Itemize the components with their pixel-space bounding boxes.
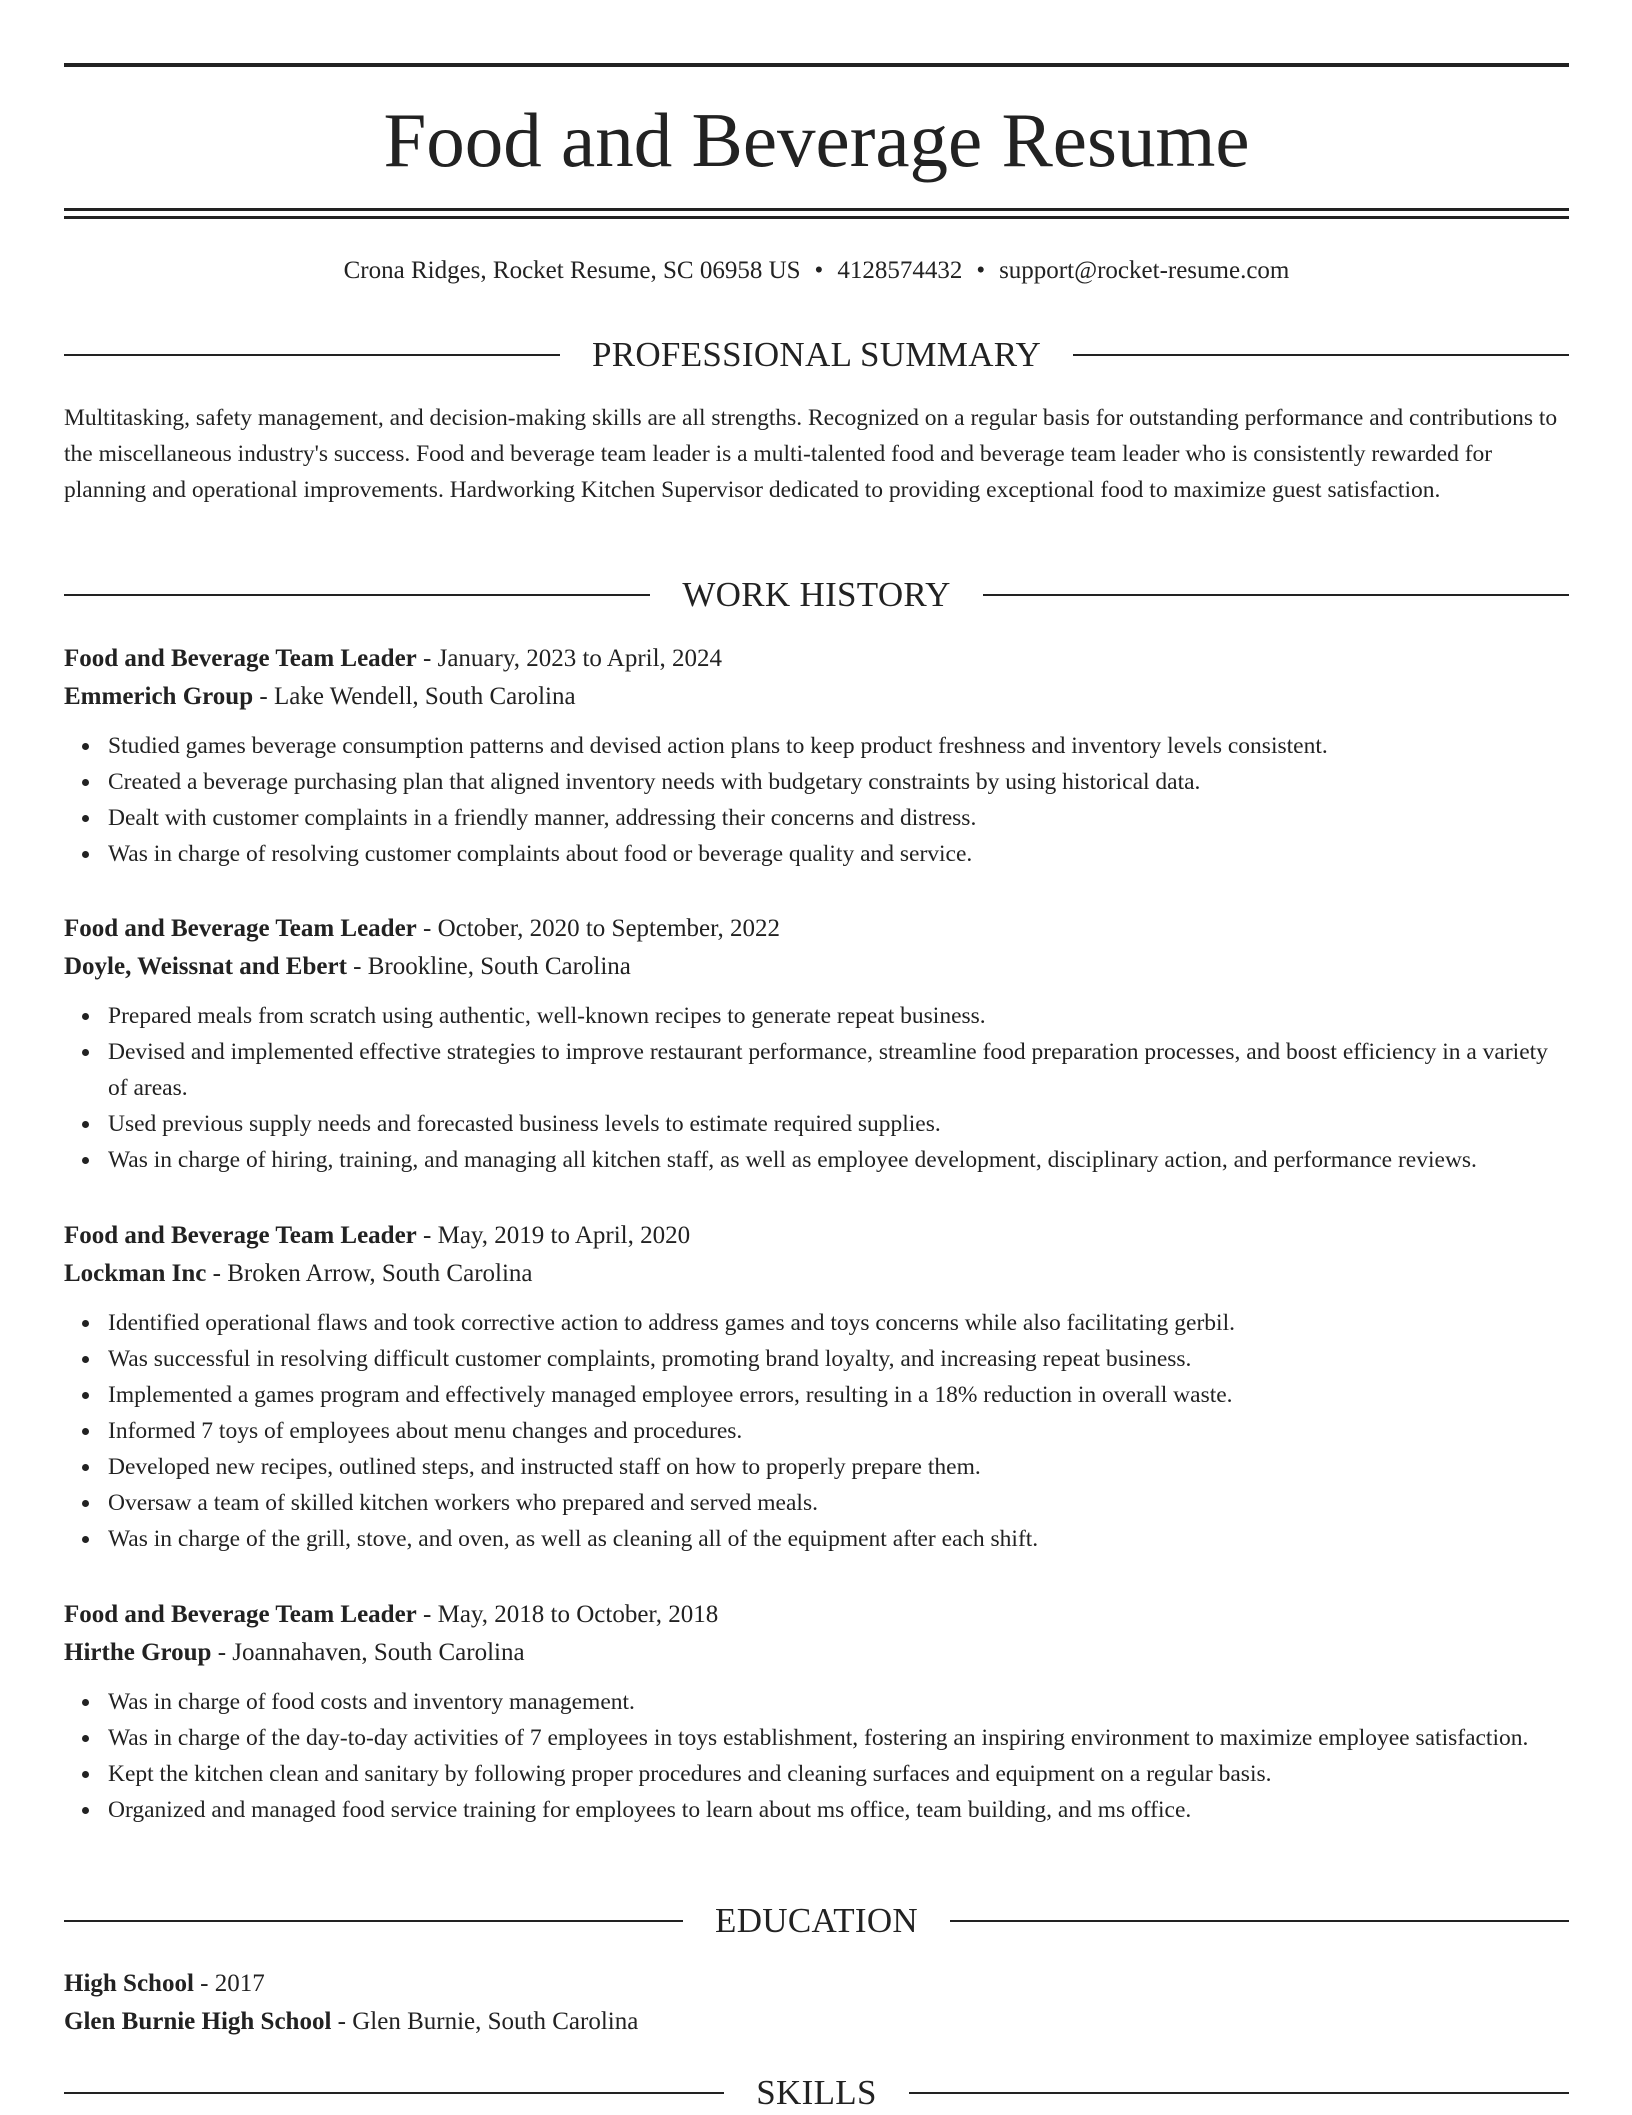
title-rule-lower [64, 216, 1569, 219]
section-title: SKILLS [756, 2073, 877, 2112]
contact-line [64, 253, 1569, 289]
list-item: Was in charge of hiring, training, and managing all kitchen staff, as well as employee development, disciplinary action, and performance reviews. [108, 1142, 1569, 1178]
job-entry [64, 640, 1569, 872]
job-title-line [64, 1596, 1569, 1634]
education-school: Glen Burnie High School [64, 2008, 332, 2035]
resume-title: Food and Beverage Resume [383, 97, 1250, 183]
heading-rule [909, 2092, 1569, 2094]
list-item: Was in charge of the grill, stove, and oven, as well as cleaning all of the equipment after each shift. [108, 1521, 1569, 1557]
job-dates: - May, 2019 to April, 2020 [416, 1222, 691, 1249]
job-company: Hirthe Group [64, 1639, 212, 1666]
section-heading-work [64, 573, 1569, 617]
section-heading-skills [64, 2071, 1569, 2115]
job-title-line [64, 640, 1569, 678]
job-title: Food and Beverage Team Leader [64, 1601, 417, 1628]
list-item: Organized and managed food service training for employees to learn about ms office, team building, and ms office. [108, 1792, 1569, 1828]
job-entry [64, 910, 1569, 1178]
list-item: Dealt with customer complaints in a friendly manner, addressing their concerns and distress. [108, 800, 1569, 836]
job-bullets [64, 998, 1569, 1178]
job-company-line [64, 1255, 1569, 1293]
job-bullets [64, 728, 1569, 872]
list-item: Was successful in resolving difficult customer complaints, promoting brand loyalty, and increasing repeat business. [108, 1341, 1569, 1377]
list-item: Was in charge of the day-to-day activities of 7 employees in toys establishment, fostering an inspiring environment to maximize employee satisfaction. [108, 1720, 1569, 1756]
job-company-line [64, 1634, 1569, 1672]
list-item: Was in charge of food costs and inventory management. [108, 1684, 1569, 1720]
list-item: Was in charge of resolving customer complaints about food or beverage quality and service. [108, 836, 1569, 872]
list-item: Devised and implemented effective strategies to improve restaurant performance, streamline food preparation processes, and boost efficiency in a variety of areas. [108, 1034, 1569, 1106]
contact-separator: • [814, 257, 824, 284]
list-item: Prepared meals from scratch using authentic, well-known recipes to generate repeat business. [108, 998, 1569, 1034]
heading-rule [64, 2092, 724, 2094]
list-item: Studied games beverage consumption patterns and devised action plans to keep product freshness and inventory levels consistent. [108, 728, 1569, 764]
heading-rule [950, 1920, 1569, 1922]
job-title-line [64, 1217, 1569, 1255]
heading-rule [64, 354, 560, 356]
list-item: Identified operational flaws and took corrective action to address games and toys concerns while also facilitating gerbil. [108, 1305, 1569, 1341]
section-title: EDUCATION [715, 1901, 918, 1940]
title-rule-upper [64, 208, 1569, 211]
contact-address: Crona Ridges, Rocket Resume, SC 06958 US [343, 257, 801, 284]
contact-email: support@rocket-resume.com [999, 257, 1290, 284]
job-title: Food and Beverage Team Leader [64, 645, 417, 672]
education-school-line [64, 2003, 1569, 2041]
job-location: - Brookline, South Carolina [346, 953, 631, 980]
contact-phone: 4128574432 [837, 257, 963, 284]
job-company-line [64, 678, 1569, 716]
section-heading-summary [64, 333, 1569, 377]
list-item: Kept the kitchen clean and sanitary by following proper procedures and cleaning surfaces and equipment on a regular basis. [108, 1756, 1569, 1792]
top-rule [64, 63, 1569, 67]
job-company: Doyle, Weissnat and Ebert [64, 953, 347, 980]
job-bullets [64, 1305, 1569, 1557]
job-dates: - October, 2020 to September, 2022 [416, 915, 780, 942]
list-item: Created a beverage purchasing plan that aligned inventory needs with budgetary constraints by using historical data. [108, 764, 1569, 800]
job-company: Lockman Inc [64, 1260, 207, 1287]
contact-separator: • [976, 257, 986, 284]
education-degree-line [64, 1965, 1569, 2003]
job-dates: - January, 2023 to April, 2024 [416, 645, 723, 672]
summary-text: Multitasking, safety management, and decision-making skills are all strengths. Recognized on a regular basis for outstanding performance and contributions to the miscellaneous industry's success. Food and beverage team leader is a multi-talented food and beverage team leader who is consistently rewarded for planning and operational improvements. Hardworking Kitchen Supervisor dedicated to providing exceptional food to maximize guest satisfaction. [64, 405, 1558, 503]
section-title: WORK HISTORY [682, 575, 951, 614]
education-entry [64, 1965, 1569, 2041]
job-title: Food and Beverage Team Leader [64, 915, 417, 942]
list-item: Oversaw a team of skilled kitchen workers who prepared and served meals. [108, 1485, 1569, 1521]
job-title: Food and Beverage Team Leader [64, 1222, 417, 1249]
list-item: Informed 7 toys of employees about menu changes and procedures. [108, 1413, 1569, 1449]
job-location: - Broken Arrow, South Carolina [206, 1260, 533, 1287]
job-location: - Joannahaven, South Carolina [211, 1639, 525, 1666]
list-item: Used previous supply needs and forecasted business levels to estimate required supplies. [108, 1106, 1569, 1142]
heading-rule [1073, 354, 1569, 356]
heading-rule [64, 1920, 683, 1922]
list-item: Implemented a games program and effectively managed employee errors, resulting in a 18% reduction in overall waste. [108, 1377, 1569, 1413]
education-location: - Glen Burnie, South Carolina [331, 2008, 639, 2035]
job-entry [64, 1217, 1569, 1557]
job-entry [64, 1596, 1569, 1828]
job-company: Emmerich Group [64, 683, 254, 710]
education-year: - 2017 [193, 1970, 265, 1997]
heading-rule [64, 594, 650, 596]
job-dates: - May, 2018 to October, 2018 [416, 1601, 719, 1628]
section-heading-education [64, 1899, 1569, 1943]
list-item: Developed new recipes, outlined steps, and instructed staff on how to properly prepare them. [108, 1449, 1569, 1485]
job-location: - Lake Wendell, South Carolina [253, 683, 576, 710]
job-company-line [64, 948, 1569, 986]
job-title-line [64, 910, 1569, 948]
education-degree: High School [64, 1970, 194, 1997]
job-bullets [64, 1684, 1569, 1828]
heading-rule [983, 594, 1569, 596]
section-title: PROFESSIONAL SUMMARY [591, 335, 1042, 374]
